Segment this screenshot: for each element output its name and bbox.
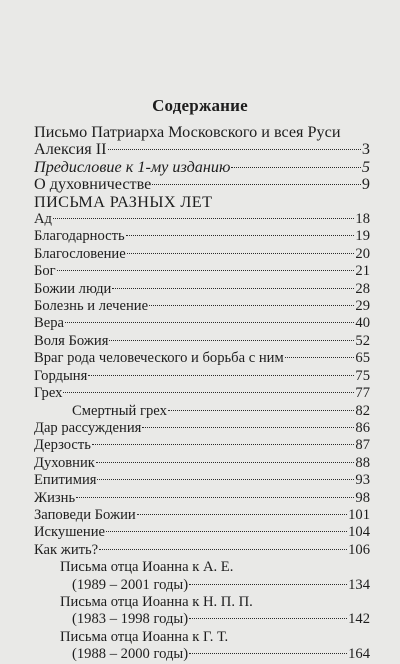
toc-entry (34, 211, 370, 228)
toc-entry (34, 490, 370, 507)
toc-subentry (34, 559, 370, 576)
toc-entry-text: Божии люди (34, 280, 112, 297)
leader-dots (127, 253, 355, 254)
leader-dots (112, 288, 354, 289)
leader-dots (137, 514, 347, 515)
toc-entry (34, 246, 370, 263)
toc-page-number: 142 (348, 611, 370, 628)
toc-entry-text: Ад (34, 211, 52, 228)
leader-dots (76, 497, 354, 498)
toc-subentry (34, 577, 370, 594)
toc-entry-text: (1988 – 2000 годы) (72, 646, 189, 663)
leader-dots (57, 270, 355, 271)
leader-dots (92, 444, 354, 445)
toc-page-number: 98 (355, 489, 370, 506)
toc-entry (34, 333, 370, 350)
toc-entry-text: Заповеди Божии (34, 506, 136, 523)
toc-page-number: 106 (348, 541, 370, 558)
toc-entry (34, 507, 370, 524)
toc-entry-text: Воля Божия (34, 332, 109, 349)
leader-dots (108, 149, 361, 150)
leader-dots (285, 357, 355, 358)
toc-subentry (34, 646, 370, 663)
toc-page-number: 40 (355, 315, 370, 332)
toc-entry-text: Письмо Патриарха Московского и всея Руси (34, 123, 341, 141)
toc-entry-text: О духовничестве (34, 175, 152, 194)
toc-entry-text: Епитимия (34, 472, 97, 489)
toc-entry (34, 176, 370, 193)
leader-dots (63, 392, 354, 393)
toc-subentry (34, 594, 370, 611)
leader-dots (168, 410, 355, 411)
toc-entry-text: Письма отца Иоанна к А. Е. (60, 559, 234, 576)
leader-dots (189, 618, 347, 619)
toc-page-number: 134 (348, 576, 370, 593)
toc-page-number: 3 (361, 140, 370, 159)
leader-dots (65, 322, 354, 323)
toc-page-number: 18 (355, 211, 370, 228)
toc-entry (34, 159, 370, 176)
toc-entry (34, 141, 370, 158)
toc-entry-text: Смертный грех (72, 402, 167, 419)
toc-page-number: 5 (361, 157, 370, 176)
toc-subentry (34, 629, 370, 646)
toc-entry-text: (1989 – 2001 годы) (72, 576, 189, 593)
page-title: Содержание (152, 96, 248, 115)
leader-dots (53, 218, 354, 219)
toc-page-number: 20 (355, 245, 370, 262)
leader-dots (126, 235, 355, 236)
toc-entry-text: Гордыня (34, 367, 88, 384)
toc-entry-text: Болезнь и лечение (34, 298, 149, 315)
toc-entry (34, 315, 370, 332)
leader-dots (99, 549, 347, 550)
toc-entry (34, 455, 370, 472)
toc-entry-text: Вера (34, 315, 64, 332)
toc-entry (34, 542, 370, 559)
toc-entry (34, 263, 370, 280)
table-of-contents (34, 124, 370, 664)
toc-entry (34, 524, 370, 541)
toc-entry (34, 472, 370, 489)
toc-page-number: 19 (355, 228, 370, 245)
leader-dots (88, 375, 354, 376)
toc-page-number: 88 (355, 454, 370, 471)
leader-dots (96, 462, 355, 463)
toc-subentry (34, 611, 370, 628)
toc-section-text: ПИСЬМА РАЗНЫХ ЛЕТ (34, 192, 213, 211)
toc-entry-text: Враг рода человеческого и борьба с ним (34, 350, 284, 367)
toc-section-heading (34, 194, 370, 211)
toc-entry-text: Грех (34, 385, 63, 402)
leader-dots (189, 584, 347, 585)
toc-page-number: 101 (348, 506, 370, 523)
toc-page-number: 9 (361, 175, 370, 194)
toc-page-number: 28 (355, 280, 370, 297)
toc-page-number: 77 (355, 385, 370, 402)
toc-page-number: 82 (355, 402, 370, 419)
toc-page-number: 65 (355, 350, 370, 367)
toc-entry-text: Благословение (34, 245, 126, 262)
toc-entry-text: Письма отца Иоанна к Н. П. П. (60, 593, 253, 610)
toc-subentry (34, 403, 370, 420)
leader-dots (149, 305, 354, 306)
toc-entry (34, 228, 370, 245)
toc-page-number: 52 (355, 332, 370, 349)
toc-entry (34, 124, 370, 141)
toc-page-number: 104 (348, 524, 370, 541)
leader-dots (109, 340, 354, 341)
toc-entry-text: (1983 – 1998 годы) (72, 611, 189, 628)
toc-entry-text: Письма отца Иоанна к Г. Т. (60, 628, 229, 645)
toc-entry-text: Жизнь (34, 489, 76, 506)
toc-entry (34, 281, 370, 298)
toc-entry-text: Бог (34, 263, 56, 280)
toc-entry-text: Искушение (34, 524, 106, 541)
toc-page-number: 164 (348, 646, 370, 663)
toc-entry-text: Дар рассуждения (34, 419, 142, 436)
toc-page-number: 29 (355, 298, 370, 315)
toc-entry (34, 385, 370, 402)
toc-page-number: 86 (355, 419, 370, 436)
toc-entry-text: Как жить? (34, 541, 99, 558)
toc-entry-text: Благодарность (34, 228, 125, 245)
leader-dots (97, 479, 354, 480)
toc-page-number: 75 (355, 367, 370, 384)
toc-entry (34, 298, 370, 315)
leader-dots (152, 184, 361, 185)
leader-dots (106, 531, 347, 532)
leader-dots (231, 167, 360, 168)
toc-entry (34, 437, 370, 454)
toc-entry (34, 420, 370, 437)
toc-entry-text: Предисловие к 1-му изданию (34, 157, 231, 176)
toc-entry-text: Дерзость (34, 437, 91, 454)
toc-entry-text: Алексия II (34, 140, 107, 159)
toc-page-number: 21 (355, 263, 370, 280)
toc-page-number: 93 (355, 472, 370, 489)
toc-entry (34, 350, 370, 367)
toc-entry (34, 368, 370, 385)
toc-entry-text: Духовник (34, 454, 95, 471)
toc-page-number: 87 (355, 437, 370, 454)
leader-dots (142, 427, 354, 428)
